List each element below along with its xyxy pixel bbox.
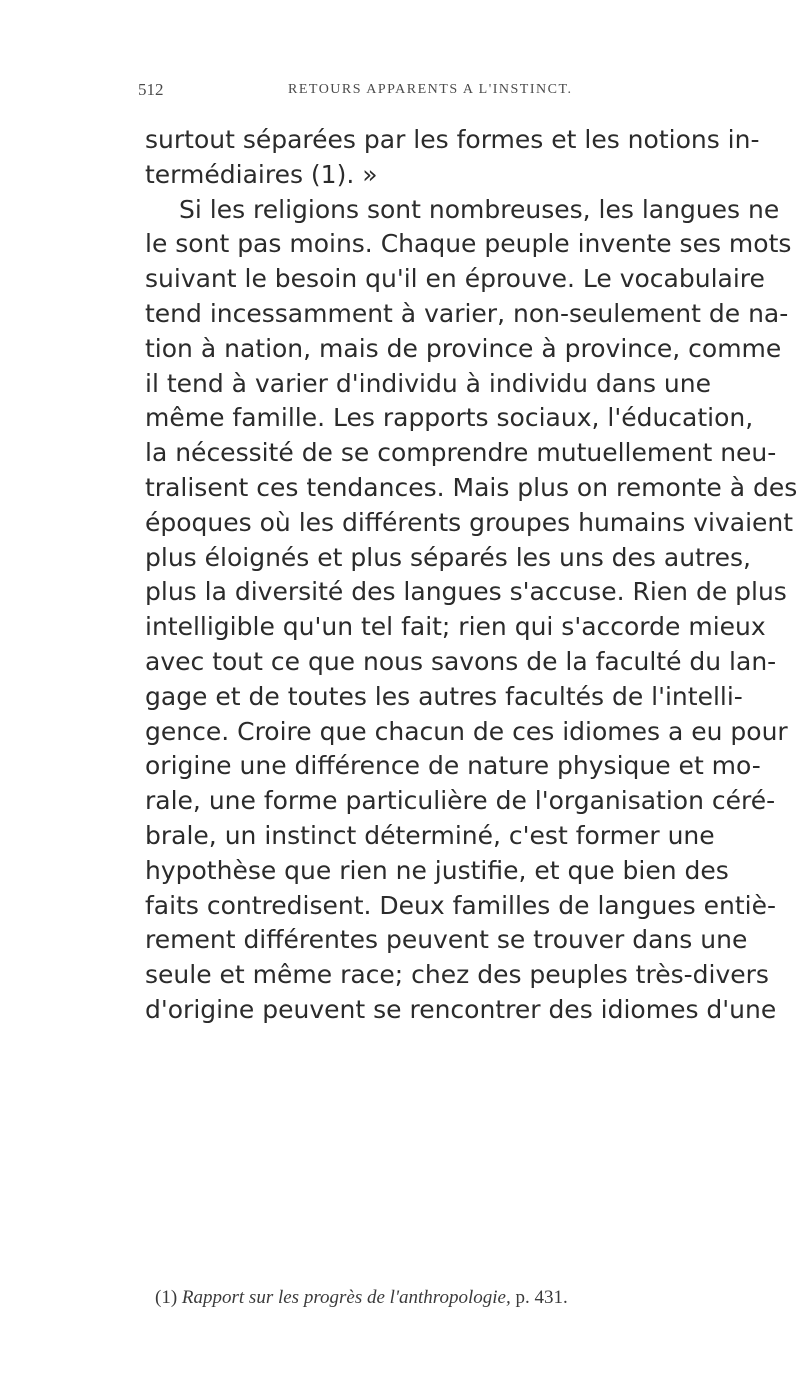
text-line: intelligible qu'un tel fait; rien qui s'accorde mieux (145, 612, 766, 642)
text-line: il tend à varier d'individu à individu dans une (145, 368, 711, 398)
footnote (155, 1287, 685, 1309)
footnote-title: Rapport sur les progrès de l'anthropologie, (181, 1287, 511, 1308)
text-line: le sont pas moins. Chaque peuple invente ses mots (145, 229, 792, 259)
body-text (145, 123, 798, 1028)
text-line: origine une différence de nature physique et mo- (145, 751, 761, 781)
text-line: avec tout ce que nous savons de la faculté du lan- (145, 646, 777, 676)
text-line: tion à nation, mais de province à province, comme (145, 333, 782, 363)
footnote-page-ref: p. 431. (515, 1287, 568, 1308)
text-line: rale, une forme particulière de l'organisation céré- (145, 786, 776, 816)
running-head (138, 80, 678, 110)
text-line: plus la diversité des langues s'accuse. Rien de plus (145, 577, 787, 607)
text-line: gage et de toutes les autres facultés de l'intelli- (145, 681, 743, 711)
text-line: plus éloignés et plus séparés les uns des autres, (145, 542, 751, 572)
text-line: d'origine peuvent se rencontrer des idiomes d'une (145, 994, 777, 1024)
text-line: hypothèse que rien ne justifie, et que bien des (145, 855, 729, 885)
text-line: tend incessamment à varier, non-seulement de na- (145, 298, 789, 328)
text-line: surtout séparées par les formes et les notions in- (145, 125, 760, 154)
text-line: termédiaires (1). » (145, 159, 378, 189)
text-line: tralisent ces tendances. Mais plus on remonte à des (145, 472, 798, 502)
paragraph-first-line: Si les religions sont nombreuses, les langues ne (179, 194, 780, 224)
page-number: 512 (138, 80, 164, 99)
text-line: seule et même race; chez des peuples très-divers (145, 960, 769, 990)
text-line: la nécessité de se comprendre mutuellement neu- (145, 438, 777, 468)
text-line: rement différentes peuvent se trouver dans une (145, 925, 748, 955)
text-line: époques où les différents groupes humains vivaient (145, 507, 794, 537)
text-line: même famille. Les rapports sociaux, l'éducation, (145, 403, 754, 433)
text-line: suivant le besoin qu'il en éprouve. Le vocabulaire (145, 264, 765, 294)
text-line: brale, un instinct déterminé, c'est former une (145, 820, 715, 850)
text-line: gence. Croire que chacun de ces idiomes a eu pour (145, 716, 788, 746)
footnote-marker: (1) (155, 1287, 178, 1308)
text-line: faits contredisent. Deux familles de langues entiè- (145, 890, 777, 920)
running-title: RETOURS APPARENTS A L'INSTINCT. (288, 82, 573, 97)
